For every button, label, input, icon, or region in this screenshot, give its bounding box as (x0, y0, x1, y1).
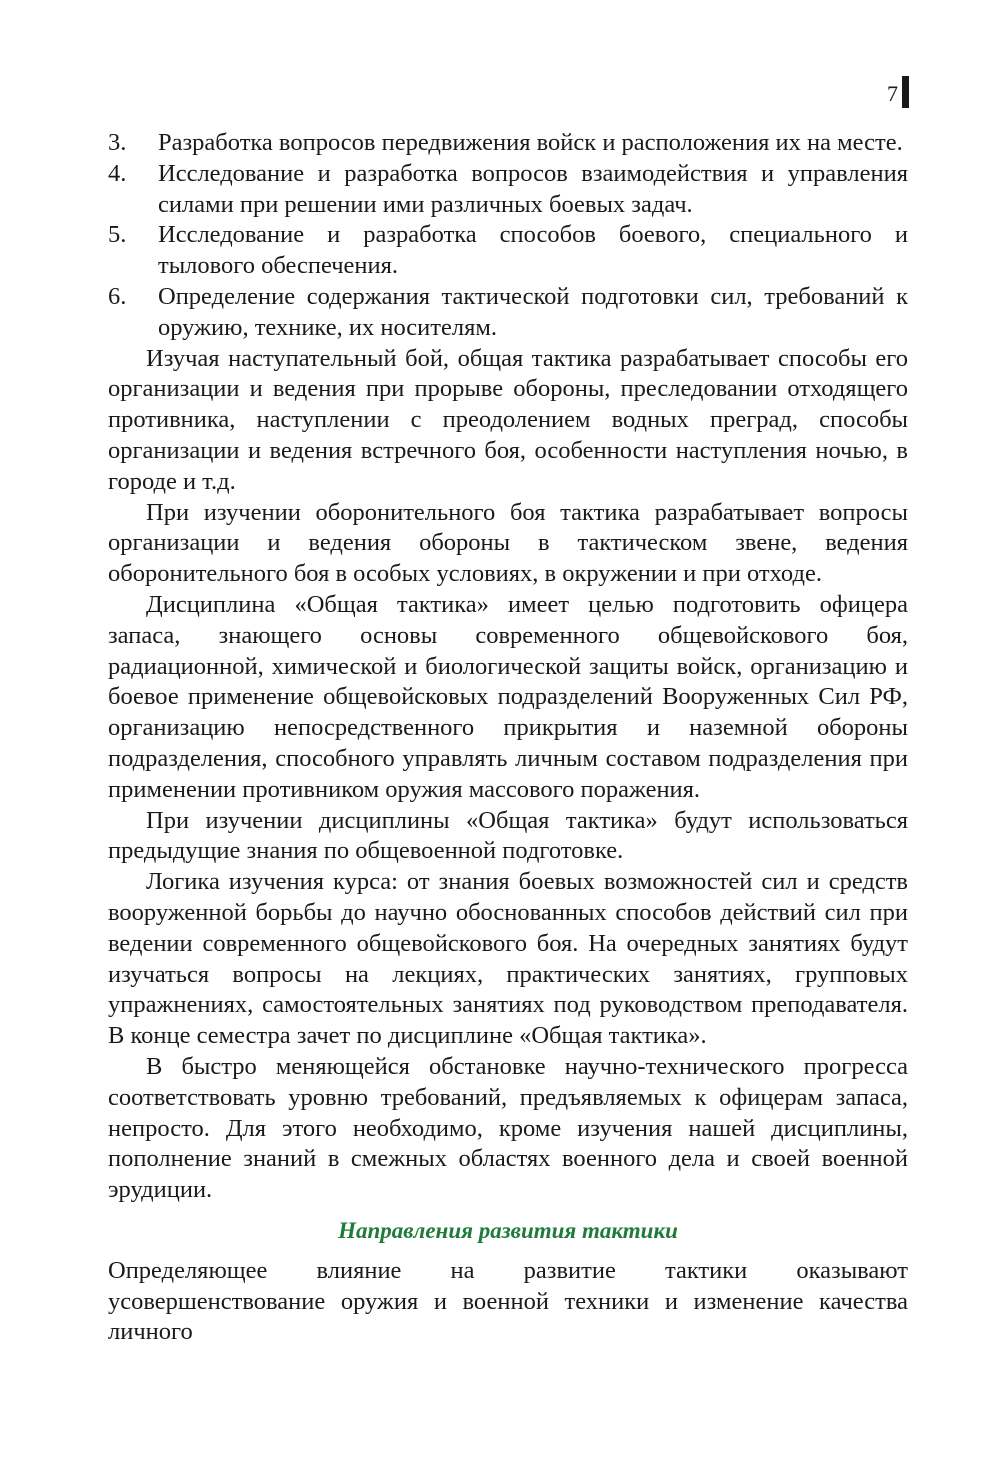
paragraph-progress: В быстро меняющейся обстановке научно-технического прогресса соответствовать уровню требований, предъявляемых к офицерам запаса, непросто. Для этого необходимо, кроме изучения нашей дисциплины, пополнение знаний в смежных областях военного дела и своей военной эрудиции. (108, 1052, 908, 1204)
paragraph-section-intro: Определяющее влияние на развитие тактики оказывают усовершенствование оружия и военной техники и изменение качества личного (108, 1256, 908, 1346)
list-item-text: Исследование и разработка вопросов взаимодействия и управления силами при решении ими различных боевых задач. (158, 159, 908, 218)
page-number: 7 (887, 81, 898, 106)
list-item (108, 220, 908, 282)
list-item-text: Определение содержания тактической подготовки сил, требований к оружию, технике, их носителям. (158, 282, 908, 341)
paragraph-discipline-goal: Дисциплина «Общая тактика» имеет целью подготовить офицера запаса, знающего основы современного общевойскового боя, радиационной, химической и биологической защиты войск, организацию и боевое применение общевойсковых подразделений Вооруженных Сил РФ, организацию непосредственного прикрытия и наземной обороны подразделения, способного управлять личным составом подразделения при применении противником оружия массового поражения. (108, 590, 908, 803)
list-item (108, 128, 908, 159)
page-content (108, 128, 908, 1348)
list-item-text: Исследование и разработка способов боевого, специального и тылового обеспечения. (158, 221, 908, 280)
list-item-number: 3. (108, 129, 127, 156)
list-item (108, 282, 908, 344)
list-item-number: 4. (108, 159, 127, 187)
paragraph-course-logic: Логика изучения курса: от знания боевых возможностей сил и средств вооруженной борьбы до научно обоснованных способов действий сил при ведении современного общевойскового боя. На очередных занятиях будут изучаться вопросы на лекциях, практических занятиях, групповых упражнениях, самостоятельных занятиях под руководством преподавателя. В конце семестра зачет по дисциплине «Общая тактика». (108, 868, 908, 1050)
section-heading: Направления развития тактики (338, 1217, 678, 1243)
paragraph-defensive: При изучении оборонительного боя тактика разрабатывает вопросы организации и ведения обороны в тактическом звене, ведения оборонительного боя в особых условиях, в окружении и при отходе. (108, 498, 908, 588)
paragraph-prior-knowledge: При изучении дисциплины «Общая тактика» будут использоваться предыдущие знания по общевоенной подготовке. (108, 806, 908, 865)
page-marker-bar (902, 76, 909, 108)
list-item-number: 6. (108, 282, 127, 310)
paragraph-offensive: Изучая наступательный бой, общая тактика разрабатывает способы его организации и ведения при прорыве обороны, преследовании отходящего противника, наступлении с преодолением водных преград, способы организации и ведения встречного боя, особенности наступления ночью, в городе и т.д. (108, 344, 908, 495)
list-item (108, 159, 908, 221)
list-item-text: Разработка вопросов передвижения войск и расположения их на месте. (158, 129, 903, 156)
list-item-number: 5. (108, 221, 127, 249)
